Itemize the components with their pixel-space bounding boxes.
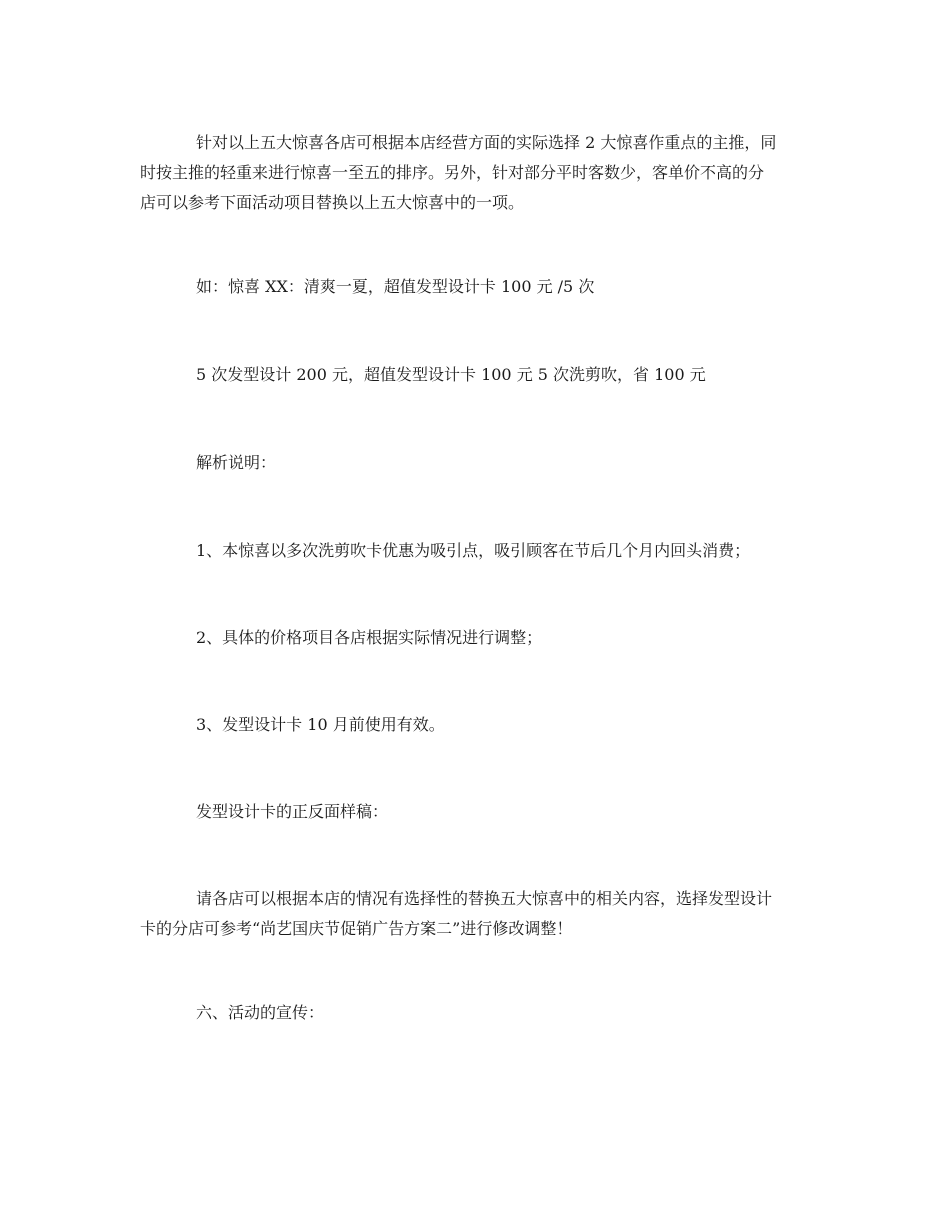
replacement-paragraph	[140, 884, 812, 944]
card-sample-heading: 发型设计卡的正反面样稿：	[196, 802, 389, 821]
example-detail-line: 5 次发型设计 200 元，超值发型设计卡 100 元 5 次洗剪吹，省 100 元	[196, 365, 706, 384]
intro-paragraph	[140, 128, 812, 218]
analysis-heading: 解析说明：	[196, 453, 277, 472]
intro-line-3: 店可以参考下面活动项目替换以上五大惊喜中的一项。	[140, 193, 525, 212]
analysis-item-1: 1、本惊喜以多次洗剪吹卡优惠为吸引点，吸引顾客在节后几个月内回头消费；	[196, 541, 751, 560]
analysis-item-3: 3、发型设计卡 10 月前使用有效。	[196, 715, 445, 734]
intro-line-1: 针对以上五大惊喜各店可根据本店经营方面的实际选择 2 大惊喜作重点的主推，同	[196, 133, 777, 152]
example-line: 如：惊喜 XX：清爽一夏，超值发型设计卡 100 元 /5 次	[196, 277, 595, 296]
replacement-line-1: 请各店可以根据本店的情况有选择性的替换五大惊喜中的相关内容，选择发型设计	[196, 889, 773, 908]
replacement-line-2: 卡的分店可参考“尚艺国庆节促销广告方案二”进行修改调整！	[140, 919, 573, 938]
intro-line-2: 时按主推的轻重来进行惊喜一至五的排序。另外，针对部分平时客数少，客单价不高的分	[140, 163, 765, 182]
analysis-item-2: 2、具体的价格项目各店根据实际情况进行调整；	[196, 628, 543, 647]
section-6-heading: 六、活动的宣传：	[196, 1003, 325, 1022]
